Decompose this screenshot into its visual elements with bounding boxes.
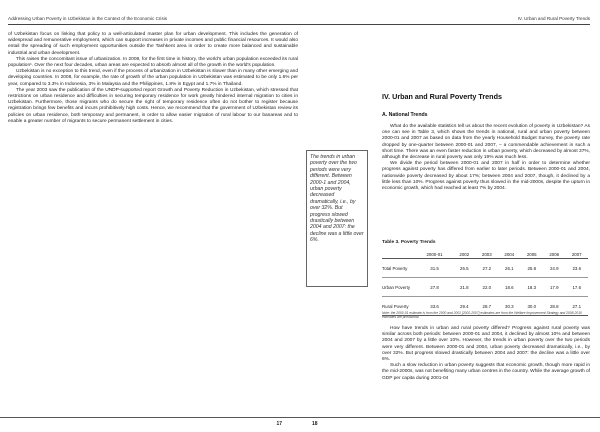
table-cell: 27.8: [416, 278, 453, 297]
poverty-table: [382, 250, 588, 316]
table-cell: 31.5: [416, 259, 453, 278]
footer: [0, 417, 300, 432]
right-page: [300, 0, 600, 432]
section-title: IV. Urban and Rural Poverty Trends: [382, 92, 502, 101]
table-header-row: [382, 250, 588, 259]
body-column: [382, 326, 590, 382]
table-cell: 21.8: [453, 278, 475, 297]
row-label: Rural Poverty: [382, 297, 416, 316]
column-header: 2006: [543, 250, 565, 259]
footer: [300, 417, 600, 432]
table-cell: 23.6: [565, 259, 588, 278]
running-header: IV. Urban and Rural Poverty Trends: [517, 16, 590, 21]
paragraph: What do the available statistics tell us about the recent evolution of poverty in Uzbekistan? As one can see in Table 3, which shows the trends in national, rural and urban poverty between 2000-01 and 2007 as based on data from the yearly Household Budget Survey, the poverty rate dropped by one-quarter between 2000-01 and 2007, – a commendable achievement in such a short time. There was an even faster reduction in urban poverty, which decreased by almost 37%, although the decrease in rural poverty was only 19% was much less.: [382, 124, 590, 161]
table-cell: 28.7: [476, 297, 498, 316]
table-note: Note: the 2000-01 estimate is from the 2000 and 2001 [2002-2007] estimates are from the Welfare Improvement Strategy and 2008-2010 estimates are provisional.: [382, 311, 582, 319]
table-cell: 27.1: [565, 297, 588, 316]
column-header: 2005: [521, 250, 543, 259]
intro-column: [382, 124, 590, 192]
column-header: 2002: [453, 250, 475, 259]
table-cell: 26.1: [498, 259, 520, 278]
row-label: Total Poverty: [382, 259, 416, 278]
subsection-title: A. National Trends: [382, 112, 428, 118]
table-cell: 24.9: [543, 259, 565, 278]
paragraph: Uzbekistan is no exception to this trend, even if the process of urbanization in Uzbekistan is slower than in many other emerging and developing countries. In 2008, for example, the rate of growth of the urban population in Uzbekistan was estimated to be only 1.6% per year, compared to 3.3% in Indonesia, 3% in Malaysia and the Philippines, 1.8% in Egypt and 1.7% in Thailand.: [8, 69, 298, 87]
table-cell: 30.3: [498, 297, 520, 316]
table-cell: 17.6: [565, 278, 588, 297]
column-header: 2004: [498, 250, 520, 259]
paragraph: Such a slow reduction in urban poverty suggests that economic growth, though more rapid in the mid-2000s, was not benefiting many urban centres in the country. While the average growth of GDP per capita during 2001-04: [382, 363, 590, 381]
paragraph: We divide the period between 2000-01 and 2007 in half in order to determine whether progress against poverty has differed from earlier to later periods. Between 2000-01 and 2004, nationwide poverty decreased by about 17%; between 2004 and 2007, though, it declined by a little less than 10%. Progress against poverty thus slowed in the mid-2000s, despite the upturn in economic growth, which had reached at least 7% by 2004.: [382, 161, 590, 192]
header-rule: [8, 24, 300, 25]
paragraph: The year 2003 saw the publication of the UNDP-supported report Growth and Poverty Reduction in Uzbekistan, which stressed that restrictions on urban residence and difficulties in securing temporary residence for work greatly hindered internal migration to cities in Uzbekistan. Furthermore, those migrants who do secure the right of temporary residence often do not bother to register because registration brings few benefits and incurs prohibitively high costs. Hence, we recommend that the government of Uzbekistan review its policies on urban residence, both temporary and permanent, in order to allow easier migration of rural labour to our banareas and to enable a greater number of migrants to secure permanent settlement in cities.: [8, 87, 298, 124]
page-number: 18: [312, 421, 318, 427]
table-cell: 33.6: [416, 297, 453, 316]
paragraph: How have trends in urban and rural poverty differed? Progress against rural poverty was similar across both periods: between 2000-01 and 2004, it declined by almost 10% and between 2004 and 2007 by a little over 10%. However, the trends in urban poverty over the two periods were very different. Between 2000-01 and 2004, urban poverty decreased dramatically, i.e., by over 32%. But progress slowed drastically between 2004 and 2007: the decline was a little over 6%.: [382, 326, 590, 363]
column-header: 2000-01: [416, 250, 453, 259]
header-rule: [300, 24, 590, 25]
table-cell: 18.3: [521, 278, 543, 297]
table-cell: 25.8: [521, 259, 543, 278]
column-header: 2003: [476, 250, 498, 259]
table-row: [382, 259, 588, 278]
table-cell: 17.9: [543, 278, 565, 297]
paragraph: of Uzbekistan focus on linking that policy to a well-articulated master plan for urban development. This includes the generation of widespread and remunerative employment, which can support increases in private incomes and public financial resources. It would also entail the spreading of such employment opportunities outside the Tashkent area in order to create more balanced and sustainable industrial and urban development.: [8, 32, 298, 56]
table-title: Table 3. Poverty Trends: [382, 240, 436, 245]
page-number: 17: [276, 421, 282, 427]
row-label: Urban Poverty: [382, 278, 416, 297]
table-row: [382, 278, 588, 297]
table-cell: 28.8: [543, 297, 565, 316]
running-header: Addressing Urban Poverty in Uzbekistan in the Context of the Economic Crisis: [8, 16, 168, 21]
column-header: 2007: [565, 250, 588, 259]
pull-quote: The trends in urban poverty over the two periods were very different. Between 2000-1 and 2004, urban poverty decreased dramatically, i.e., by over 32%. But progress slowed drastically between 2004 and 2007: the decline was a little over 6%.: [306, 150, 368, 287]
table-cell: 29.4: [453, 297, 475, 316]
body-column: [8, 32, 298, 125]
table-cell: 18.6: [498, 278, 520, 297]
column-header-blank: [382, 250, 416, 259]
paragraph: This raises the concomitant issue of urbanization. In 2008, for the first time in history, the world's urban population exceeded its rural population¹. Over the next four decades, urban areas are expected to absorb almost all of the growth in the world's population.: [8, 56, 298, 69]
table-cell: 26.5: [453, 259, 475, 278]
table-cell: 22.0: [476, 278, 498, 297]
table-cell: 30.0: [521, 297, 543, 316]
table-cell: 27.2: [476, 259, 498, 278]
